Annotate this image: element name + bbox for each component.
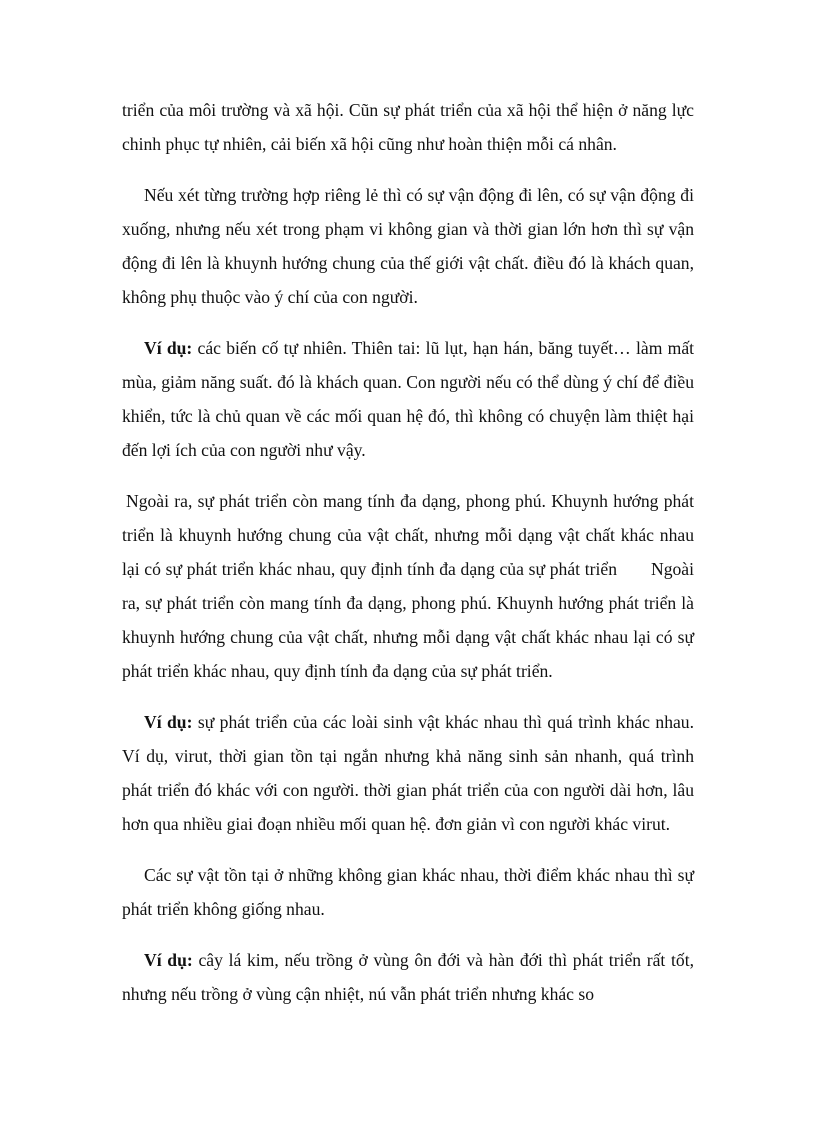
paragraph-1: [122, 93, 694, 161]
paragraph-3: [122, 331, 694, 467]
example-label: Ví dụ:: [144, 950, 193, 970]
paragraph-6: [122, 858, 694, 926]
paragraph-7: [122, 943, 694, 1011]
example-label: Ví dụ:: [144, 338, 193, 358]
paragraph-7-text: cây lá kim, nếu trồng ở vùng ôn đới và hàn đới thì phát triển rất tốt, nhưng nếu trồng ở vùng cận nhiệt, nú vẫn phát triển nhưng khác so: [122, 950, 695, 1004]
paragraph-4-text-a: Ngoài ra, sự phát triển còn mang tính đa dạng, phong phú. Khuynh hướng phát triển là khuynh hướng chung của vật chất, nhưng mỗi dạng vật chất khác nhau lại có sự phát triển khác nhau, quy định tính đa dạng của sự phát triển: [122, 491, 694, 579]
example-label: Ví dụ:: [144, 712, 193, 732]
paragraph-5-text: sự phát triển của các loài sinh vật khác nhau thì quá trình khác nhau. Ví dụ, virut, thời gian tồn tại ngắn nhưng khả năng sinh sản nhanh, quá trình phát triển đó khác với con người. thời gian phát triển của con người dài hơn, lâu hơn qua nhiều giai đoạn nhiều mối quan hệ. đơn giản vì con người khác virut.: [122, 712, 694, 834]
paragraph-5: [122, 705, 694, 841]
paragraph-4: [122, 484, 694, 688]
paragraph-3-text: các biến cố tự nhiên. Thiên tai: lũ lụt, hạn hán, băng tuyết… làm mất mùa, giảm năng suất. đó là khách quan. Con người nếu có thể dùng ý chí để điều khiển, tức là chủ quan về các mối quan hệ đó, thì không có chuyện làm thiệt hại đến lợi ích của con người như vậy.: [122, 338, 695, 460]
paragraph-2-text: Nếu xét từng trường hợp riêng lẻ thì có sự vận động đi lên, có sự vận động đi xuống, nhưng nếu xét trong phạm vi không gian và thời gian lớn hơn thì sự vận động đi lên là khuynh hướng chung của thế giới vật chất. điều đó là khách quan, không phụ thuộc vào ý chí của con người.: [122, 185, 694, 307]
paragraph-1-text: triển của môi trường và xã hội. Cũn sự phát triển của xã hội thể hiện ở năng lực chinh phục tự nhiên, cải biến xã hội cũng như hoàn thiện mỗi cá nhân.: [122, 100, 694, 154]
paragraph-2: [122, 178, 694, 314]
paragraph-4-text-b: Ngoài ra, sự phát triển còn mang tính đa dạng, phong phú. Khuynh hướng phát triển là khuynh hướng chung của vật chất, nhưng mỗi dạng vật chất khác nhau lại có sự phát triển khác nhau, quy định tính đa dạng của sự phát triển.: [122, 559, 694, 681]
paragraph-6-text: Các sự vật tồn tại ở những không gian khác nhau, thời điểm khác nhau thì sự phát triển không giống nhau.: [122, 865, 694, 919]
document-body: [122, 93, 694, 1028]
